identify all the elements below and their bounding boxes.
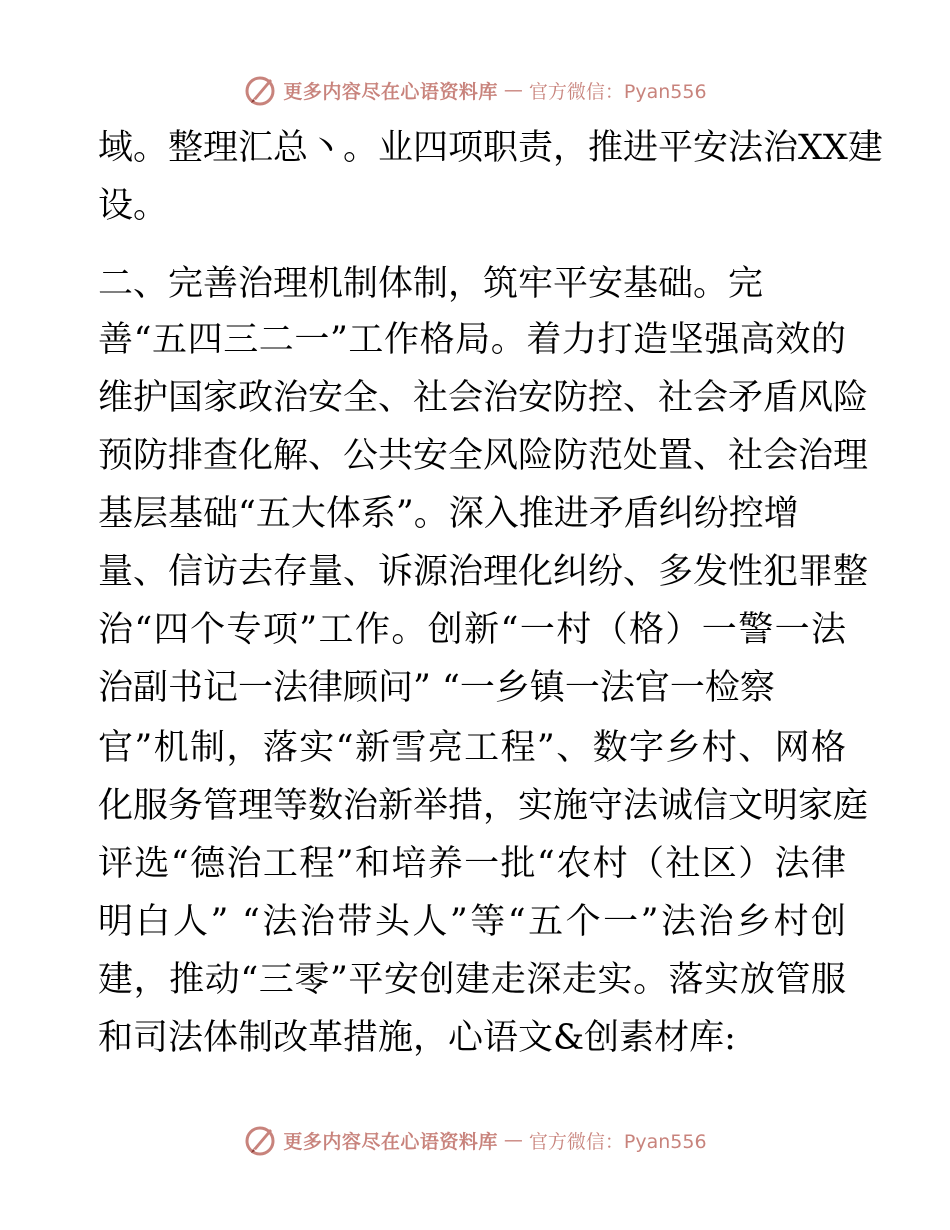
watermark-contact: 官方微信：Pyan556 [528, 80, 707, 103]
quill-pen-circle-icon [243, 73, 277, 107]
text-line: 评选“德治工程”和培养一批“农村（社区）法律 [98, 844, 846, 884]
watermark-brand: 更多内容尽在心语资料库 [283, 1130, 498, 1153]
text-line: 善“五四三二一”工作格局。着力打造坚强高效的 [98, 320, 846, 360]
watermark-brand: 更多内容尽在心语资料库 [283, 80, 498, 103]
text-line: 域。整理汇总丶。业四项职责，推进平安法治XX建 [98, 128, 883, 168]
text-line: 官”机制，落实“新雪亮工程”、数字乡村、网格 [98, 728, 846, 768]
text-line: 治“四个专项”工作。创新“一村（格）一警一法 [98, 610, 846, 650]
text-line: 明白人” “法治带头人”等“五个一”法治乡村创 [98, 902, 846, 942]
text-line: 预防排查化解、公共安全风险防范处置、社会治理 [98, 436, 869, 476]
watermark-contact: 官方微信：Pyan556 [528, 1130, 707, 1153]
text-line: 化服务管理等数治新举措，实施守法诚信文明家庭 [98, 786, 869, 826]
text-line: 和司法体制改革措施，心语文&创素材库: [98, 1018, 736, 1058]
watermark-separator: — [503, 1129, 523, 1151]
watermark-banner-top [0, 70, 950, 110]
section-heading: 二、完善治理机制体制，筑牢平安基础。完 [98, 264, 764, 304]
text-line: 量、信访去存量、诉源治理化纠纷、多发性犯罪整 [98, 552, 869, 592]
quill-pen-circle-icon [243, 1123, 277, 1157]
text-line: 基层基础“五大体系”。深入推进矛盾纠纷控增 [98, 494, 799, 534]
watermark-separator: — [503, 79, 523, 101]
text-line: 维护国家政治安全、社会治安防控、社会矛盾风险 [98, 378, 869, 418]
text-line: 建，推动“三零”平安创建走深走实。落实放管服 [98, 960, 846, 1000]
text-line: 治副书记一法律顾问” “一乡镇一法官一检察 [98, 668, 775, 708]
watermark-banner-bottom [0, 1120, 950, 1160]
text-line: 设。 [98, 186, 169, 226]
